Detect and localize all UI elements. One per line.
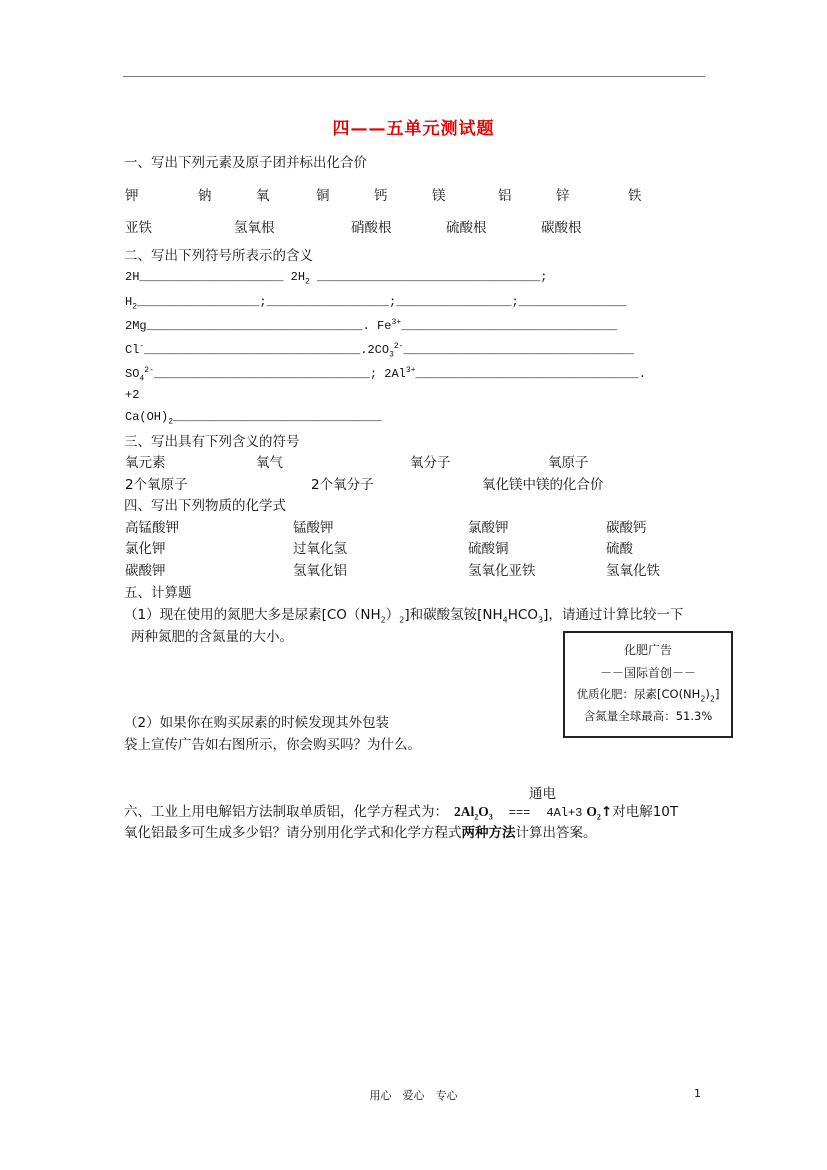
element-item: 钾 xyxy=(125,188,139,204)
substance-item: 硫酸 xyxy=(606,541,633,557)
symbol-caoh2: $Ca(OH)_2$ xyxy=(125,410,174,427)
symbol-line-4 xyxy=(125,342,634,360)
gas-arrow-icon: ↑ xyxy=(600,804,613,820)
section-5-heading: 五、计算题 xyxy=(124,585,192,601)
symbol-so4: $SO_4^{2-}$ xyxy=(125,366,154,384)
blank-h2: _________________;_________________;________________;_______________ xyxy=(137,295,627,309)
blank-2h: 2H____________________ xyxy=(125,270,284,284)
reaction-condition: 通电 xyxy=(529,786,556,802)
symbol-line-3 xyxy=(125,319,617,333)
substance-item: 硫酸铜 xyxy=(468,541,509,557)
section-2-heading: 二、写出下列符号所表示的含义 xyxy=(124,248,313,264)
meaning-item: 氧原子 xyxy=(548,455,589,471)
product-al: 4Al+3 xyxy=(546,806,583,820)
section-6-line-1: 六、工业上用电解铝方法制取单质铝，化学方程式为： $2Al_2O_3$ === 4Al+3 $O_2↑$对电解10T xyxy=(124,804,679,822)
radical-item: 硫酸根 xyxy=(446,220,487,236)
reactant-al2o3: $2Al_2O_3$ xyxy=(454,804,493,822)
page-title: 四——五单元测试题 xyxy=(332,119,495,139)
element-item: 铜 xyxy=(316,188,330,204)
meaning-item: 2个氧原子 xyxy=(125,477,188,493)
question-2-line-1: （2）如果你在购买尿素的时候发现其外包装 xyxy=(124,715,390,731)
element-item: 镁 xyxy=(432,188,446,204)
substance-item: 过氧化氢 xyxy=(293,541,347,557)
ad-title: 化肥广告 xyxy=(623,643,672,657)
substance-item: 碳酸钙 xyxy=(606,520,647,536)
substance-item: 碳酸钾 xyxy=(125,563,166,579)
symbol-line-2 xyxy=(125,295,627,312)
substance-item: 氯化钾 xyxy=(125,541,166,557)
ad-subtitle: －－国际首创－－ xyxy=(599,666,696,680)
section-3-heading: 三、写出具有下列含义的符号 xyxy=(124,434,300,450)
question-1-line-2: 两种氮肥的含氮量的大小。 xyxy=(131,629,293,645)
symbol-cl: Cl- xyxy=(125,342,145,357)
element-item: 钠 xyxy=(198,188,212,204)
meaning-item: 2个氧分子 xyxy=(311,477,374,493)
blank-so4: ______________________________; xyxy=(153,367,378,381)
header-rule xyxy=(123,76,705,77)
meaning-item: 氧元素 xyxy=(125,455,166,471)
blank-2al3: _______________________________. xyxy=(415,367,646,381)
equation-equals: === xyxy=(508,806,531,820)
symbol-fe3: $Fe^{3+}$ xyxy=(377,318,402,333)
symbol-2h2: $2H_2$ xyxy=(290,270,310,287)
element-item: 锌 xyxy=(556,188,570,204)
blank-2mg: 2Mg______________________________. xyxy=(125,319,370,333)
substance-item: 锰酸钾 xyxy=(293,520,334,536)
radical-item: 硝酸根 xyxy=(351,220,392,236)
section-4-heading: 四、写出下列物质的化学式 xyxy=(124,498,286,514)
meaning-item: 氧化镁中镁的化合价 xyxy=(482,477,604,493)
meaning-item: 氧气 xyxy=(256,455,283,471)
substance-item: 高锰酸钾 xyxy=(125,520,179,536)
symbol-line-5 xyxy=(125,366,646,384)
symbol-h2: $H_2$ xyxy=(125,295,138,312)
symbol-line-7 xyxy=(125,410,382,427)
substance-item: 氢氧化铁 xyxy=(606,563,660,579)
question-1-line-1: （1）现在使用的氮肥大多是尿素$[CO(NH_2)_2]$和碳酸氢铵$[NH_4HCO_3]$，请通过计算比较一下 xyxy=(124,607,684,625)
blank-fe3: ______________________________ xyxy=(401,319,618,333)
blank-cl: $\_\_\_\_\_\_\_\_\_\_\_\_\_\_\_\_\_\_\_\_\_\_\_\_\_\_\_\_\_\_.2CO_3^{2-}$ xyxy=(144,342,404,360)
blank-2h2: _______________________________; xyxy=(309,270,548,284)
radical-item: 氢氧根 xyxy=(234,220,275,236)
two-methods-emphasis: 两种方法 xyxy=(461,825,516,841)
element-item: 钙 xyxy=(374,188,388,204)
product-o2: $O_2$ xyxy=(586,804,601,822)
radical-item: 亚铁 xyxy=(125,220,152,236)
ad-product-line: 优质化肥：尿素$[CO(NH_2)_2]$ xyxy=(576,687,720,704)
element-item: 铁 xyxy=(628,188,642,204)
substance-item: 氢氧化亚铁 xyxy=(468,563,536,579)
ad-nitrogen-line: 含氮量全球最高：51.3% xyxy=(583,709,713,723)
question-2-line-2: 袋上宣传广告如右图所示，你会购买吗？为什么。 xyxy=(124,737,421,753)
substance-item: 氢氧化铝 xyxy=(293,563,347,579)
symbol-2al3: $2Al^{3+}$ xyxy=(384,366,416,381)
radical-item: 碳酸根 xyxy=(541,220,582,236)
fertilizer-ad-box xyxy=(563,631,733,738)
symbol-line-1 xyxy=(125,270,548,287)
element-item: 氧 xyxy=(256,188,270,204)
page-number: 1 xyxy=(694,1087,701,1100)
blank-2co3: ________________________________ xyxy=(403,343,634,357)
valence-mark: +2 xyxy=(125,388,140,402)
substance-item: 氯酸钾 xyxy=(468,520,509,536)
section-1-heading: 一、写出下列元素及原子团并标出化合价 xyxy=(124,155,367,171)
section-6-line-2: 氧化铝最多可生成多少铝？请分别用化学式和化学方程式两种方法计算出答案。 xyxy=(124,825,597,841)
footer-motto: 用心 爱心 专心 xyxy=(369,1089,458,1102)
element-item: 铝 xyxy=(498,188,512,204)
meaning-item: 氧分子 xyxy=(410,455,451,471)
blank-caoh2: _____________________________ xyxy=(173,410,382,424)
